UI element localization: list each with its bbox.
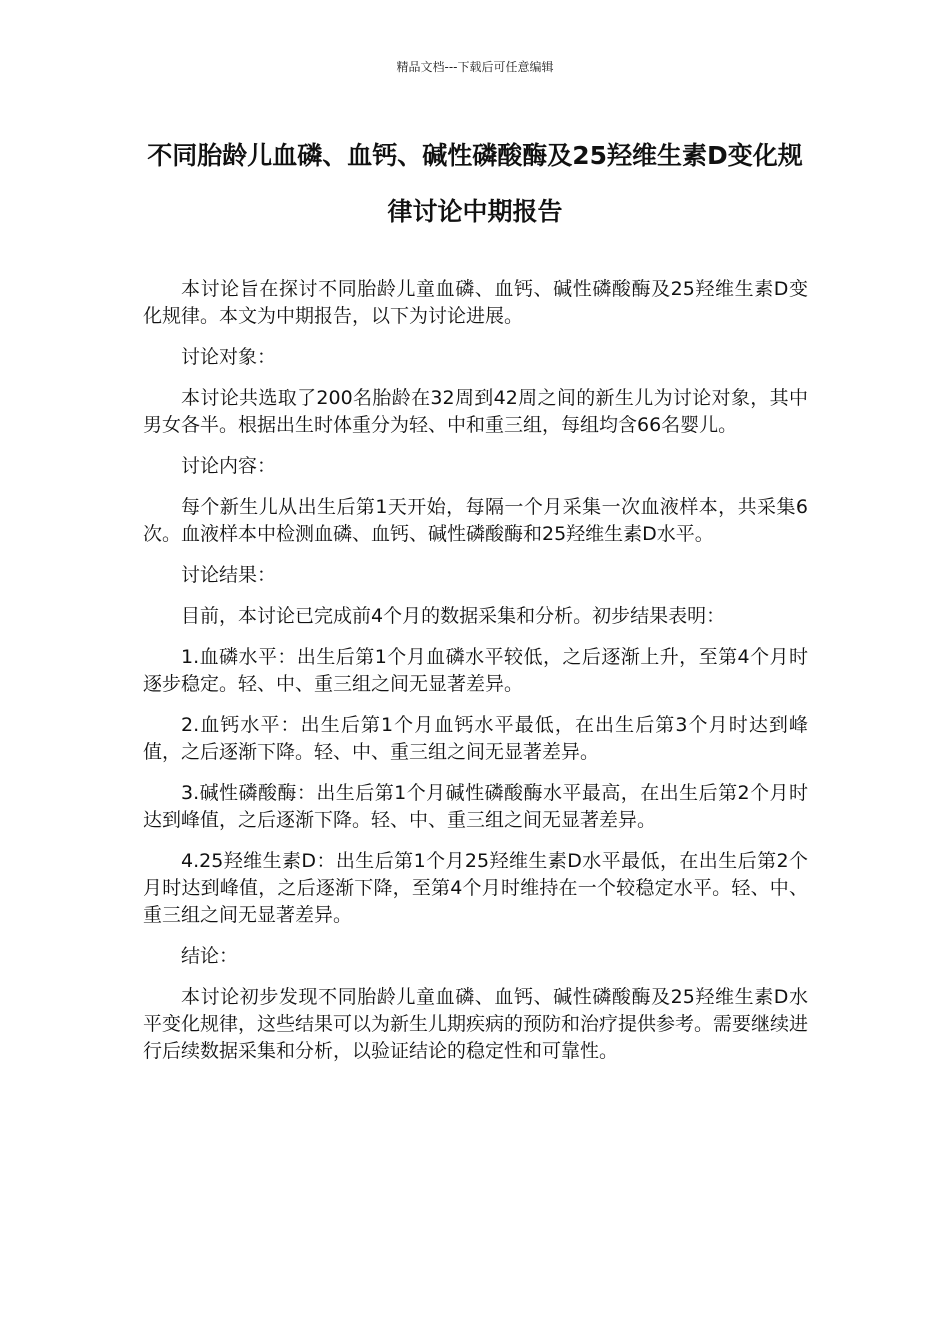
- results-intro-paragraph: 目前，本讨论已完成前4个月的数据采集和分析。初步结果表明：: [181, 605, 726, 627]
- conclusion-heading: 结论：: [181, 945, 239, 967]
- result-item-vitamin-d: 4.25羟维生素D：出生后第1个月25羟维生素D水平最低，在出生后第2个月时达到峰值，之后逐渐下降，至第4个月时维持在一个较稳定水平。轻、中、重三组之间无显著差异。: [143, 850, 808, 926]
- result-item-calcium: 2.血钙水平：出生后第1个月血钙水平最低，在出生后第3个月时达到峰值，之后逐渐下降。轻、中、重三组之间无显著差异。: [143, 714, 808, 763]
- result-item-phosphorus: 1.血磷水平：出生后第1个月血磷水平较低，之后逐渐上升，至第4个月时逐步稳定。轻、中、重三组之间无显著差异。: [143, 646, 808, 695]
- results-heading: 讨论结果：: [181, 564, 277, 586]
- conclusion-paragraph: 本讨论初步发现不同胎龄儿童血磷、血钙、碱性磷酸酶及25羟维生素D水平变化规律，这些结果可以为新生儿期疾病的预防和治疗提供参考。需要继续进行后续数据采集和分析，以验证结论的稳定性和可靠性。: [143, 986, 809, 1062]
- subjects-heading: 讨论对象：: [181, 346, 277, 368]
- content-paragraph: 每个新生儿从出生后第1天开始，每隔一个月采集一次血液样本，共采集6次。血液样本中检测血磷、血钙、碱性磷酸酶和25羟维生素D水平。: [143, 496, 808, 545]
- subjects-paragraph: 本讨论共选取了200名胎龄在32周到42周之间的新生儿为讨论对象，其中男女各半。根据出生时体重分为轻、中和重三组，每组均含66名婴儿。: [143, 387, 808, 436]
- document-title: 不同胎龄儿血磷、血钙、碱性磷酸酶及25羟维生素D变化规律讨论中期报告: [147, 141, 803, 226]
- result-item-alkaline-phosphatase: 3.碱性磷酸酶：出生后第1个月碱性磷酸酶水平最高，在出生后第2个月时达到峰值，之后逐渐下降。轻、中、重三组之间无显著差异。: [143, 782, 808, 831]
- page-header-note: 精品文档---下载后可任意编辑: [396, 60, 554, 74]
- document-body: [143, 276, 808, 1079]
- intro-paragraph: 本讨论旨在探讨不同胎龄儿童血磷、血钙、碱性磷酸酶及25羟维生素D变化规律。本文为中期报告，以下为讨论进展。: [143, 278, 808, 327]
- content-heading: 讨论内容：: [181, 455, 277, 477]
